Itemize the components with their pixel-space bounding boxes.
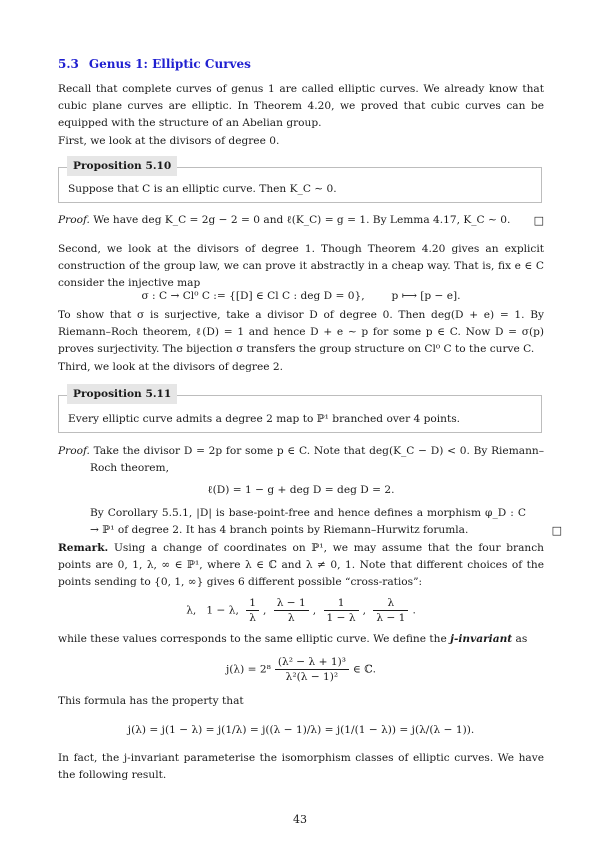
proposition-body: Suppose that C is an elliptic curve. Then K_C ∼ 0. [68,183,337,195]
proposition-title: Proposition 5.11 [67,384,177,404]
j-rhs: ∈ ℂ. [353,663,377,676]
numerator: 1 [246,596,259,611]
section-heading [58,57,251,71]
proposition-5-10 [58,160,542,203]
equation-riemann-roch: ℓ(D) = 1 − g + deg D = deg D = 2. [207,484,395,496]
cross-ratio-a: λ, [186,604,197,617]
j-lhs: j(λ) = 2⁸ [225,663,271,676]
numerator: λ − 1 [274,596,309,611]
cross-ratio-f [373,596,408,625]
j-fraction [275,655,349,684]
paragraph-degree-2: Third, we look at the divisors of degree 2. [58,361,283,373]
cross-ratio-b: 1 − λ, [206,604,239,617]
numerator: λ [373,596,408,611]
section-title: Genus 1: Elliptic Curves [88,57,251,71]
proof-5-10 [58,212,544,229]
denominator: λ²(λ − 1)² [285,671,339,683]
denominator: λ [249,612,256,624]
proof-label: Proof. [58,214,90,226]
remark-text: Using a change of coordinates on ℙ¹, we may assume that the four branch points are 0, 1, λ, ∞ ∈ ℙ¹, where λ ∈ ℂ and λ ≠ 0, 1. Note that different choices of the points sending to {0, 1, ∞} gives 6 different possible “cross-ratios”: [58,542,544,588]
paragraph-degree-1: Second, we look at the divisors of degree 1. Though Theorem 4.20 gives an explicit construction of the group law, we can prove it abstractly in a cheap way. That is, fix e ∈ C consider the injective map [58,243,544,289]
denominator: 1 − λ [326,612,356,624]
paragraph-intro: Recall that complete curves of genus 1 are called elliptic curves. We already know that cubic plane curves are elliptic. In Theorem 4.20, we proved that cubic curves can be equipped with the structure of an Abelian group. [58,83,544,129]
proof-label: Proof. [58,445,90,457]
paragraph-property: This formula has the property that [58,695,244,707]
paragraph-j-invariant-def [58,631,544,648]
qed-symbol: □ [533,214,544,227]
cross-ratio-e [324,596,359,625]
page-number: 43 [293,813,307,826]
numerator: (λ² − λ + 1)³ [275,655,349,670]
defined-term: j-invariant [450,633,513,645]
cross-ratio-d [274,596,309,625]
numerator: 1 [324,596,359,611]
cross-ratio-c [246,596,259,625]
paragraph-surjective: To show that σ is surjective, take a divisor D of degree 0. Then deg(D + e) = 1. By Riemann–Roch theorem, ℓ(D) = 1 and hence D + e ∼ p for some p ∈ C. Now D = σ(p) proves surjectivity. The bijection σ transfers the group structure on Cl⁰ C to the curve C. [58,309,544,355]
denominator: λ [287,612,295,624]
denominator: λ − 1 [376,612,406,624]
proof-text: Take the divisor D = 2p for some p ∈ C. Note that deg(K_C − D) < 0. By Riemann–Roch theorem, [90,445,545,474]
equation-j-invariant [58,655,544,684]
proposition-body: Every elliptic curve admits a degree 2 map to ℙ¹ branched over 4 points. [68,413,461,425]
section-number: 5.3 [58,57,79,71]
equation-sigma-map: σ : C → Cl⁰ C := {[D] ∈ Cl C : deg D = 0}, p ⟼ [p − e]. [141,290,461,302]
qed-symbol: □ [551,524,562,537]
equation-cross-ratios: λ, 1 − λ, $\frac{1}{\lambda}$ , $\frac{\lambda - 1}{\lambda}$ , $\frac{1}{1 - \lambda}$ , $\frac{\lambda}{\lambda - 1}$ . [186,597,416,624]
equation-j-symmetry: j(λ) = j(1 − λ) = j(1/λ) = j((λ − 1)/λ) = j(1/(1 − λ)) = j(λ/(λ − 1)). [127,724,475,736]
paragraph-degree-0: First, we look at the divisors of degree 0. [58,135,280,147]
proof-text-2: By Corollary 5.5.1, |D| is base-point-free and hence defines a morphism φ_D : C → ℙ¹ of degree 2. It has 4 branch points by Riemann–Hurwitz forumla. [90,507,526,536]
proof-text: We have deg K_C = 2g − 2 = 0 and ℓ(K_C) = g = 1. By Lemma 4.17, K_C ∼ 0. [93,214,511,226]
proposition-5-11 [58,388,542,433]
proof-5-11 [58,443,562,539]
remark-label: Remark. [58,542,109,554]
remark [58,540,544,591]
paragraph-isomorphism: In fact, the j-invariant parameterise the isomorphism classes of elliptic curves. We have the following result. [58,752,544,781]
proposition-title: Proposition 5.10 [67,156,177,176]
text-before-term: while these values corresponds to the same elliptic curve. We define the [58,633,447,645]
text-after-term: as [515,633,528,645]
